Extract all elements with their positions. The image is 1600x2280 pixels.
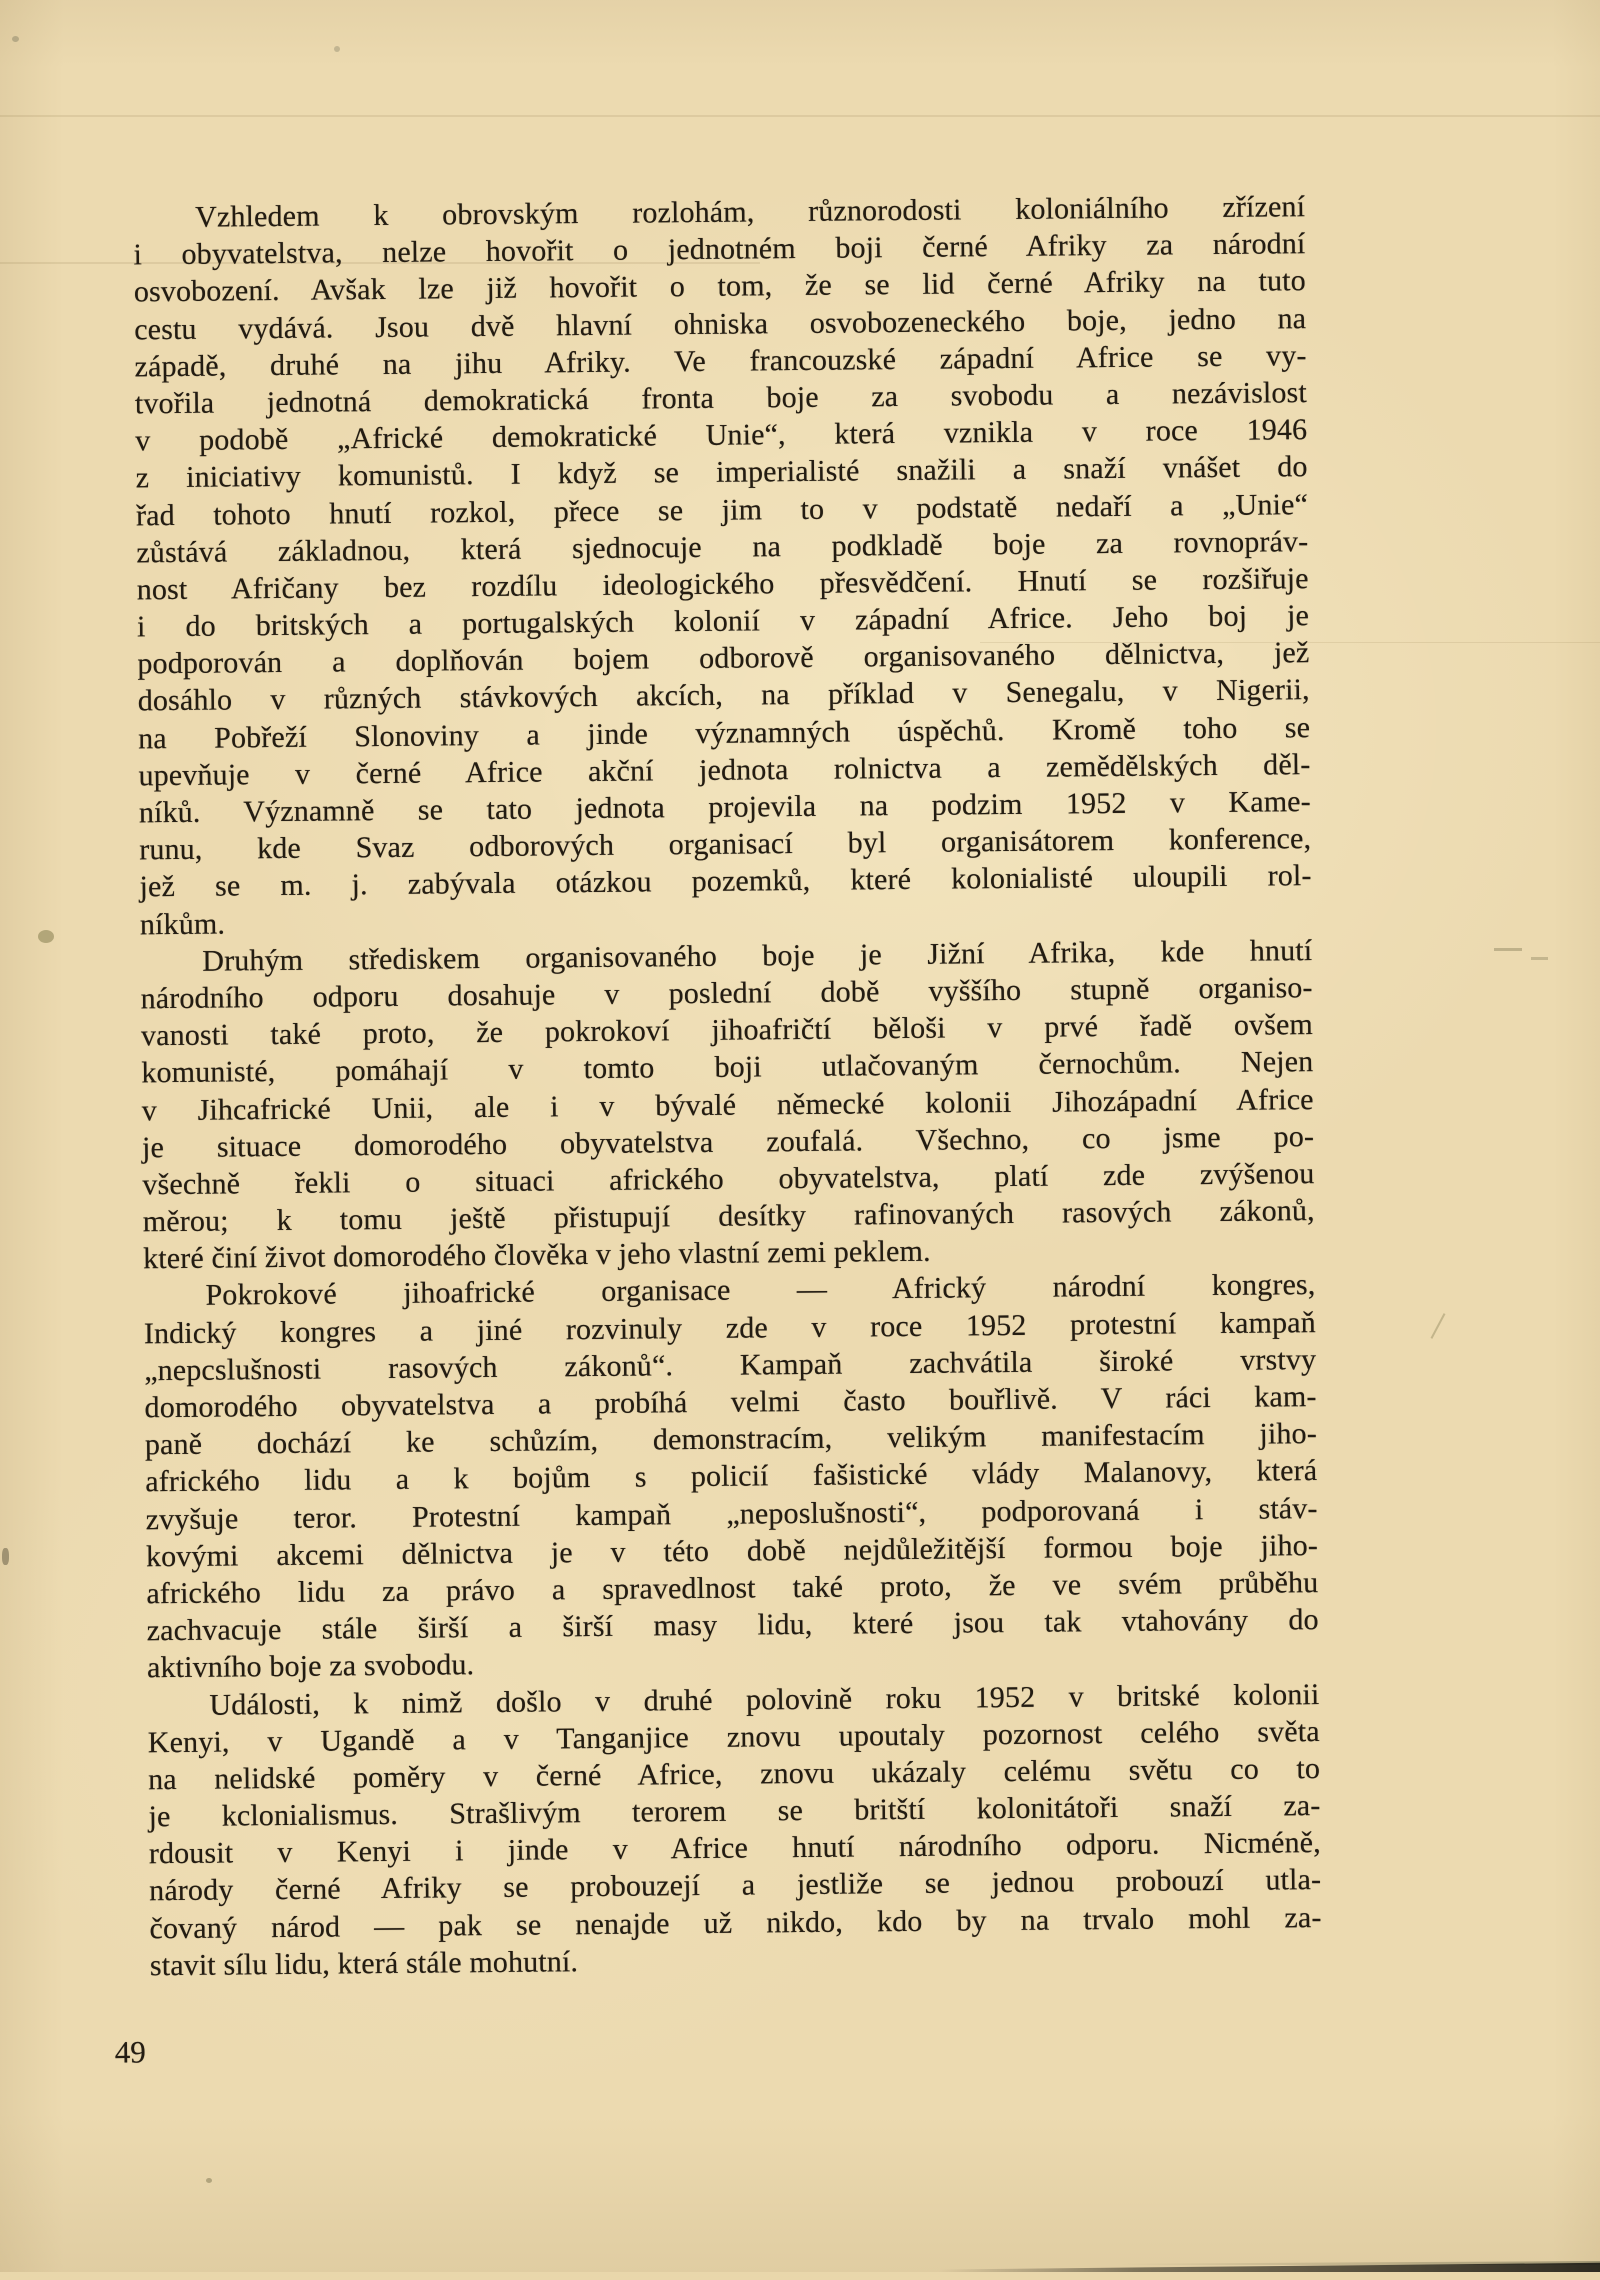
text-line: Indický kongres a jiné rozvinuly zde v roce 1952 protestní kampaň bbox=[143, 1305, 1316, 1350]
text-line: západě, druhé na jihu Afriky. Ve francouzské západní Africe se vy- bbox=[134, 338, 1307, 384]
paper-speck bbox=[12, 36, 19, 42]
text-line: tvořila jednotná demokratická fronta boje za svobodu a nezávislost bbox=[134, 376, 1308, 421]
text-line: i obyvatelstva, nelze hovořit o jednotném boji černé Afriky za národní bbox=[133, 227, 1306, 272]
text-line: z iniciativy komunistů. I když se imperialisté snažili a snaží vnášet do bbox=[135, 450, 1308, 495]
text-line: zachvacuje stále širší a širší masy lidu, které jsou tak vtahovány do bbox=[146, 1603, 1319, 1648]
text-line: Pokrokové jihoafrické organisace — Africký národní kongres, bbox=[205, 1268, 1316, 1313]
text-line: níků. Významně se tato jednota projevila na podzim 1952 v Kame- bbox=[138, 785, 1311, 830]
text-line: Vzhledem k obrovským rozlohám, různorodosti koloniálního zřízení bbox=[194, 190, 1306, 234]
text-line: rdousit v Kenyi i jinde v Africe hnutí národního odporu. Nicméně, bbox=[148, 1826, 1321, 1871]
text-line: na Pobřeží Slonoviny a jinde významných úspěchů. Kromě toho se bbox=[137, 710, 1311, 755]
page-text bbox=[133, 188, 1322, 1984]
text-line: paně dochází ke schůzím, demonstracím, velikým manifestacím jiho- bbox=[144, 1417, 1318, 1462]
paper-speck bbox=[38, 930, 54, 943]
text-line: vanosti také proto, že pokrokoví jihoafričtí běloši v prvé řadě ovšem bbox=[140, 1008, 1314, 1053]
text-line: domorodého obyvatelstva a probíhá velmi často bouřlivě. V ráci kam- bbox=[144, 1380, 1317, 1425]
text-line: na nelidské poměry v černé Africe, znovu ukázaly celému světu co to bbox=[147, 1751, 1321, 1797]
text-line: „nepcslušnosti rasových zákonů“. Kampaň zachvátila široké vrstvy bbox=[144, 1342, 1317, 1388]
text-line: aktivního boje za svobodu. bbox=[146, 1648, 475, 1685]
text-line: je situace domorodého obyvatelstva zoufalá. Všechno, co jsme po- bbox=[141, 1119, 1315, 1165]
paper-speck bbox=[334, 46, 340, 52]
pencil-mark bbox=[1531, 957, 1548, 960]
page-number: 49 bbox=[114, 2034, 146, 2070]
text-line: upevňuje v černé Africe akční jednota rolnictva a zemědělských děl- bbox=[138, 747, 1311, 793]
text-line: kovými akcemi dělnictva je v této době nejdůležitější formou boje jiho- bbox=[145, 1528, 1319, 1574]
text-line: je kclonialismus. Strašlivým terorem se britští kolonitátoři snaží za- bbox=[148, 1789, 1321, 1834]
text-line: v Jihcafrické Unii, ale i v bývalé německé kolonii Jihozápadní Africe bbox=[141, 1082, 1314, 1127]
text-line: národního odporu dosahuje v poslední době vyššího stupně organiso- bbox=[140, 971, 1313, 1016]
text-line: které činí život domorodého člověka v jeho vlastní zemi peklem. bbox=[142, 1235, 931, 1276]
text-line: dosáhlo v různých stávkových akcích, na příklad v Senegalu, v Nigerii, bbox=[137, 673, 1310, 718]
text-line: jež se m. j. zabývala otázkou pozemků, které kolonialisté uloupili rol- bbox=[139, 859, 1312, 904]
text-line: řad tohoto hnutí rozkol, přece se jim to v podstatě nedaří a „Unie“ bbox=[135, 487, 1309, 532]
text-line: čovaný národ — pak se nenajde už nikdo, kdo by na trvalo mohl za- bbox=[149, 1900, 1322, 1945]
text-line: komunisté, pomáhají v tomto boji utlačovaným černochům. Nejen bbox=[141, 1045, 1314, 1090]
text-line: Události, k nimž došlo v druhé polovině roku 1952 v britské kolonii bbox=[209, 1677, 1320, 1722]
text-line: Druhým střediskem organisovaného boje je Jižní Afrika, kde hnutí bbox=[202, 933, 1313, 978]
text-line: cestu vydává. Jsou dvě hlavní ohniska osvobozeneckého boje, jedno na bbox=[134, 301, 1307, 346]
text-line: stavit sílu lidu, která stále mohutní. bbox=[149, 1944, 579, 1983]
text-line: Kenyi, v Ugandě a v Tanganjice znovu upoutaly pozornost celého světa bbox=[147, 1714, 1320, 1759]
text-line: i do britských a portugalských kolonií v západní Africe. Jeho boj je bbox=[136, 599, 1310, 644]
text-line: osvobození. Avšak lze již hovořit o tom, že se lid černé Afriky na tuto bbox=[133, 264, 1306, 309]
text-line: měrou; k tomu ještě přistupují desítky rafinovaných rasových zákonů, bbox=[142, 1194, 1315, 1239]
text-line: zůstává základnou, která sjednocuje na podkladě boje za rovnopráv- bbox=[136, 524, 1309, 570]
text-line: v podobě „Africké demokratické Unie“, která vznikla v roce 1946 bbox=[135, 413, 1308, 458]
text-line: podporován a doplňován bojem odborově organisovaného dělnictva, jež bbox=[137, 636, 1310, 681]
text-line: afrického lidu a k bojům s policií fašistické vlády Malanovy, která bbox=[145, 1454, 1318, 1499]
text-line: zvyšuje teror. Protestní kampaň „neposlušnosti“, podporovaná i stáv- bbox=[145, 1491, 1318, 1536]
pencil-mark bbox=[1494, 948, 1522, 951]
paper-speck bbox=[2, 1548, 9, 1565]
text-line: národy černé Afriky se probouzejí a jestliže se jednou probouzí utla- bbox=[149, 1863, 1322, 1908]
text-line: nost Afričany bez rozdílu ideologického přesvědčení. Hnutí se rozšiřuje bbox=[136, 561, 1309, 607]
text-line: runu, kde Svaz odborových organisací byl organisátorem konference, bbox=[139, 822, 1312, 867]
paper-speck bbox=[206, 2178, 212, 2183]
text-line: afrického lidu za právo a spravedlnost také proto, že ve svém průběhu bbox=[146, 1565, 1319, 1611]
text-line: všechně řekli o situaci afrického obyvatelstva, platí zde zvýšenou bbox=[142, 1156, 1315, 1202]
text-line: níkům. bbox=[139, 907, 226, 941]
